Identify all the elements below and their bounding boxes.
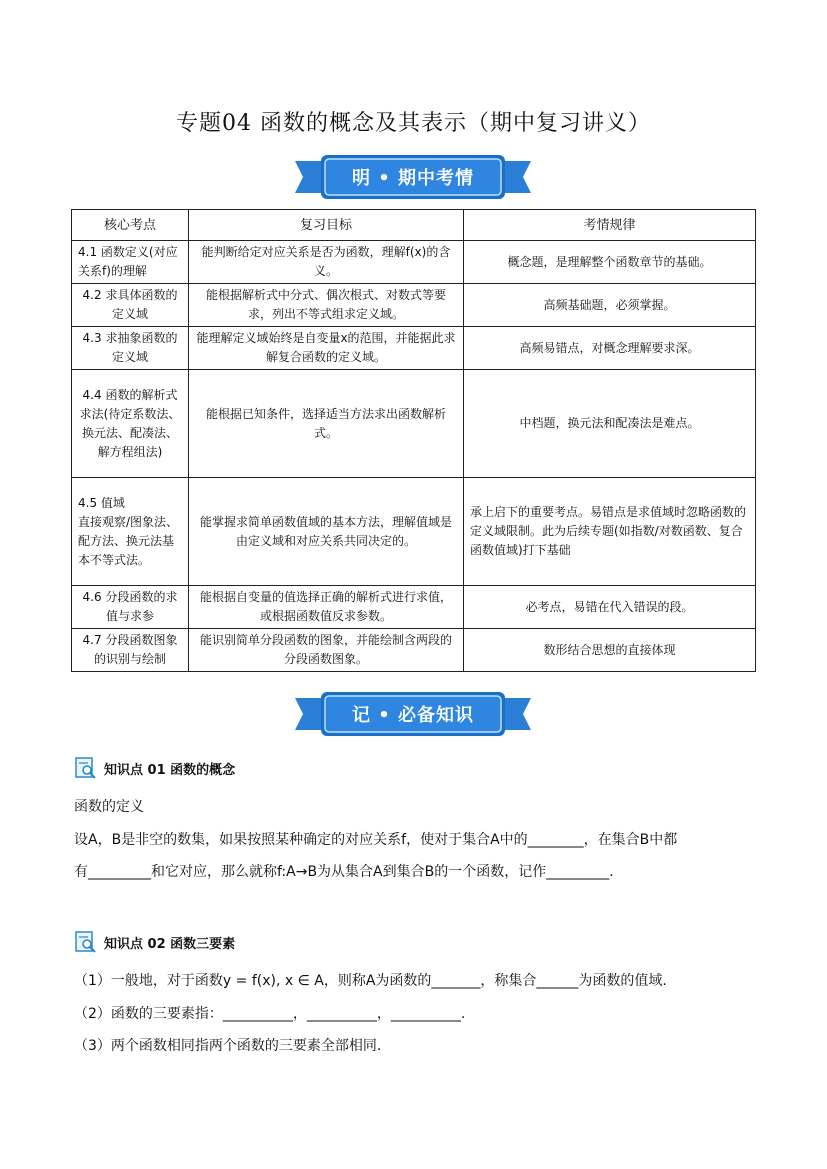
table-row bbox=[72, 586, 756, 629]
table-row bbox=[72, 284, 756, 327]
column-header: 复习目标 bbox=[189, 210, 464, 241]
table-cell: 4.7 分段函数图象的识别与绘制 bbox=[72, 629, 189, 672]
paragraph: 函数的定义 bbox=[74, 799, 144, 815]
table-row bbox=[72, 478, 756, 586]
table-cell: 4.3 求抽象函数的定义域 bbox=[72, 327, 189, 370]
paragraph: 有_________和它对应，那么就称f:A→B为从集合A到集合B的一个函数，记作_________. bbox=[74, 864, 614, 880]
table-row bbox=[72, 629, 756, 672]
paragraph: 设A，B是非空的数集，如果按照某种确定的对应关系f，使对于集合A中的________，在集合B中都 bbox=[74, 832, 678, 848]
exam-analysis-table bbox=[71, 209, 756, 672]
page-title: 专题04 函数的概念及其表示（期中复习讲义） bbox=[176, 111, 651, 136]
column-header: 核心考点 bbox=[72, 210, 189, 241]
table-cell: 4.1 函数定义(对应关系f)的理解 bbox=[72, 241, 189, 284]
table-cell: 高频易错点，对概念理解要求深。 bbox=[464, 327, 756, 370]
table-cell: 能判断给定对应关系是否为函数，理解f(x)的含义。 bbox=[189, 241, 464, 284]
table-cell: 能根据自变量的值选择正确的解析式进行求值，或根据函数值反求参数。 bbox=[189, 586, 464, 629]
banner-title: 记 • 必备知识 bbox=[351, 705, 475, 726]
banner-title: 明 • 期中考情 bbox=[351, 168, 475, 189]
table-cell: 4.5 值域 直接观察/图象法、配方法、换元法基本不等式法。 bbox=[72, 478, 189, 586]
table-cell: 能理解定义域始终是自变量x的范围，并能据此求解复合函数的定义域。 bbox=[189, 327, 464, 370]
paragraph: （3）两个函数相同指两个函数的三要素全部相同. bbox=[74, 1038, 382, 1054]
table-row bbox=[72, 327, 756, 370]
paragraph: （2）函数的三要素指：__________，__________，__________. bbox=[74, 1006, 466, 1022]
table-cell: 能识别简单分段函数的图象，并能绘制含两段的分段函数图象。 bbox=[189, 629, 464, 672]
column-header: 考情规律 bbox=[464, 210, 756, 241]
table-row bbox=[72, 241, 756, 284]
table-cell: 数形结合思想的直接体现 bbox=[464, 629, 756, 672]
table-cell: 4.2 求具体函数的定义域 bbox=[72, 284, 189, 327]
magnifier-book-icon bbox=[74, 756, 98, 780]
section-banner-exam bbox=[295, 155, 531, 199]
table-cell: 4.6 分段函数的求值与求参 bbox=[72, 586, 189, 629]
knowledge-point-title: 知识点 01 函数的概念 bbox=[104, 763, 236, 778]
paragraph: （1）一般地，对于函数y = f(x), x ∈ A，则称A为函数的_______，称集合______为函数的值域. bbox=[74, 973, 667, 989]
table-cell: 中档题，换元法和配凑法是难点。 bbox=[464, 370, 756, 478]
table-header-row bbox=[72, 210, 756, 241]
table-row bbox=[72, 370, 756, 478]
table-cell: 4.4 函数的解析式求法(待定系数法、换元法、配凑法、解方程组法) bbox=[72, 370, 189, 478]
knowledge-point-title: 知识点 02 函数三要素 bbox=[104, 937, 236, 952]
table-cell: 高频基础题，必须掌握。 bbox=[464, 284, 756, 327]
table-cell: 能掌握求简单函数值域的基本方法，理解值域是由定义域和对应关系共同决定的。 bbox=[189, 478, 464, 586]
section-banner-knowledge bbox=[295, 692, 531, 736]
table-cell: 能根据解析式中分式、偶次根式、对数式等要求，列出不等式组求定义域。 bbox=[189, 284, 464, 327]
table-cell: 承上启下的重要考点。易错点是求值域时忽略函数的定义域限制。此为后续专题(如指数/对数函数、复合函数值域)打下基础 bbox=[464, 478, 756, 586]
magnifier-book-icon bbox=[74, 930, 98, 954]
table-cell: 概念题，是理解整个函数章节的基础。 bbox=[464, 241, 756, 284]
table-cell: 能根据已知条件，选择适当方法求出函数解析式。 bbox=[189, 370, 464, 478]
table-cell: 必考点，易错在代入错误的段。 bbox=[464, 586, 756, 629]
